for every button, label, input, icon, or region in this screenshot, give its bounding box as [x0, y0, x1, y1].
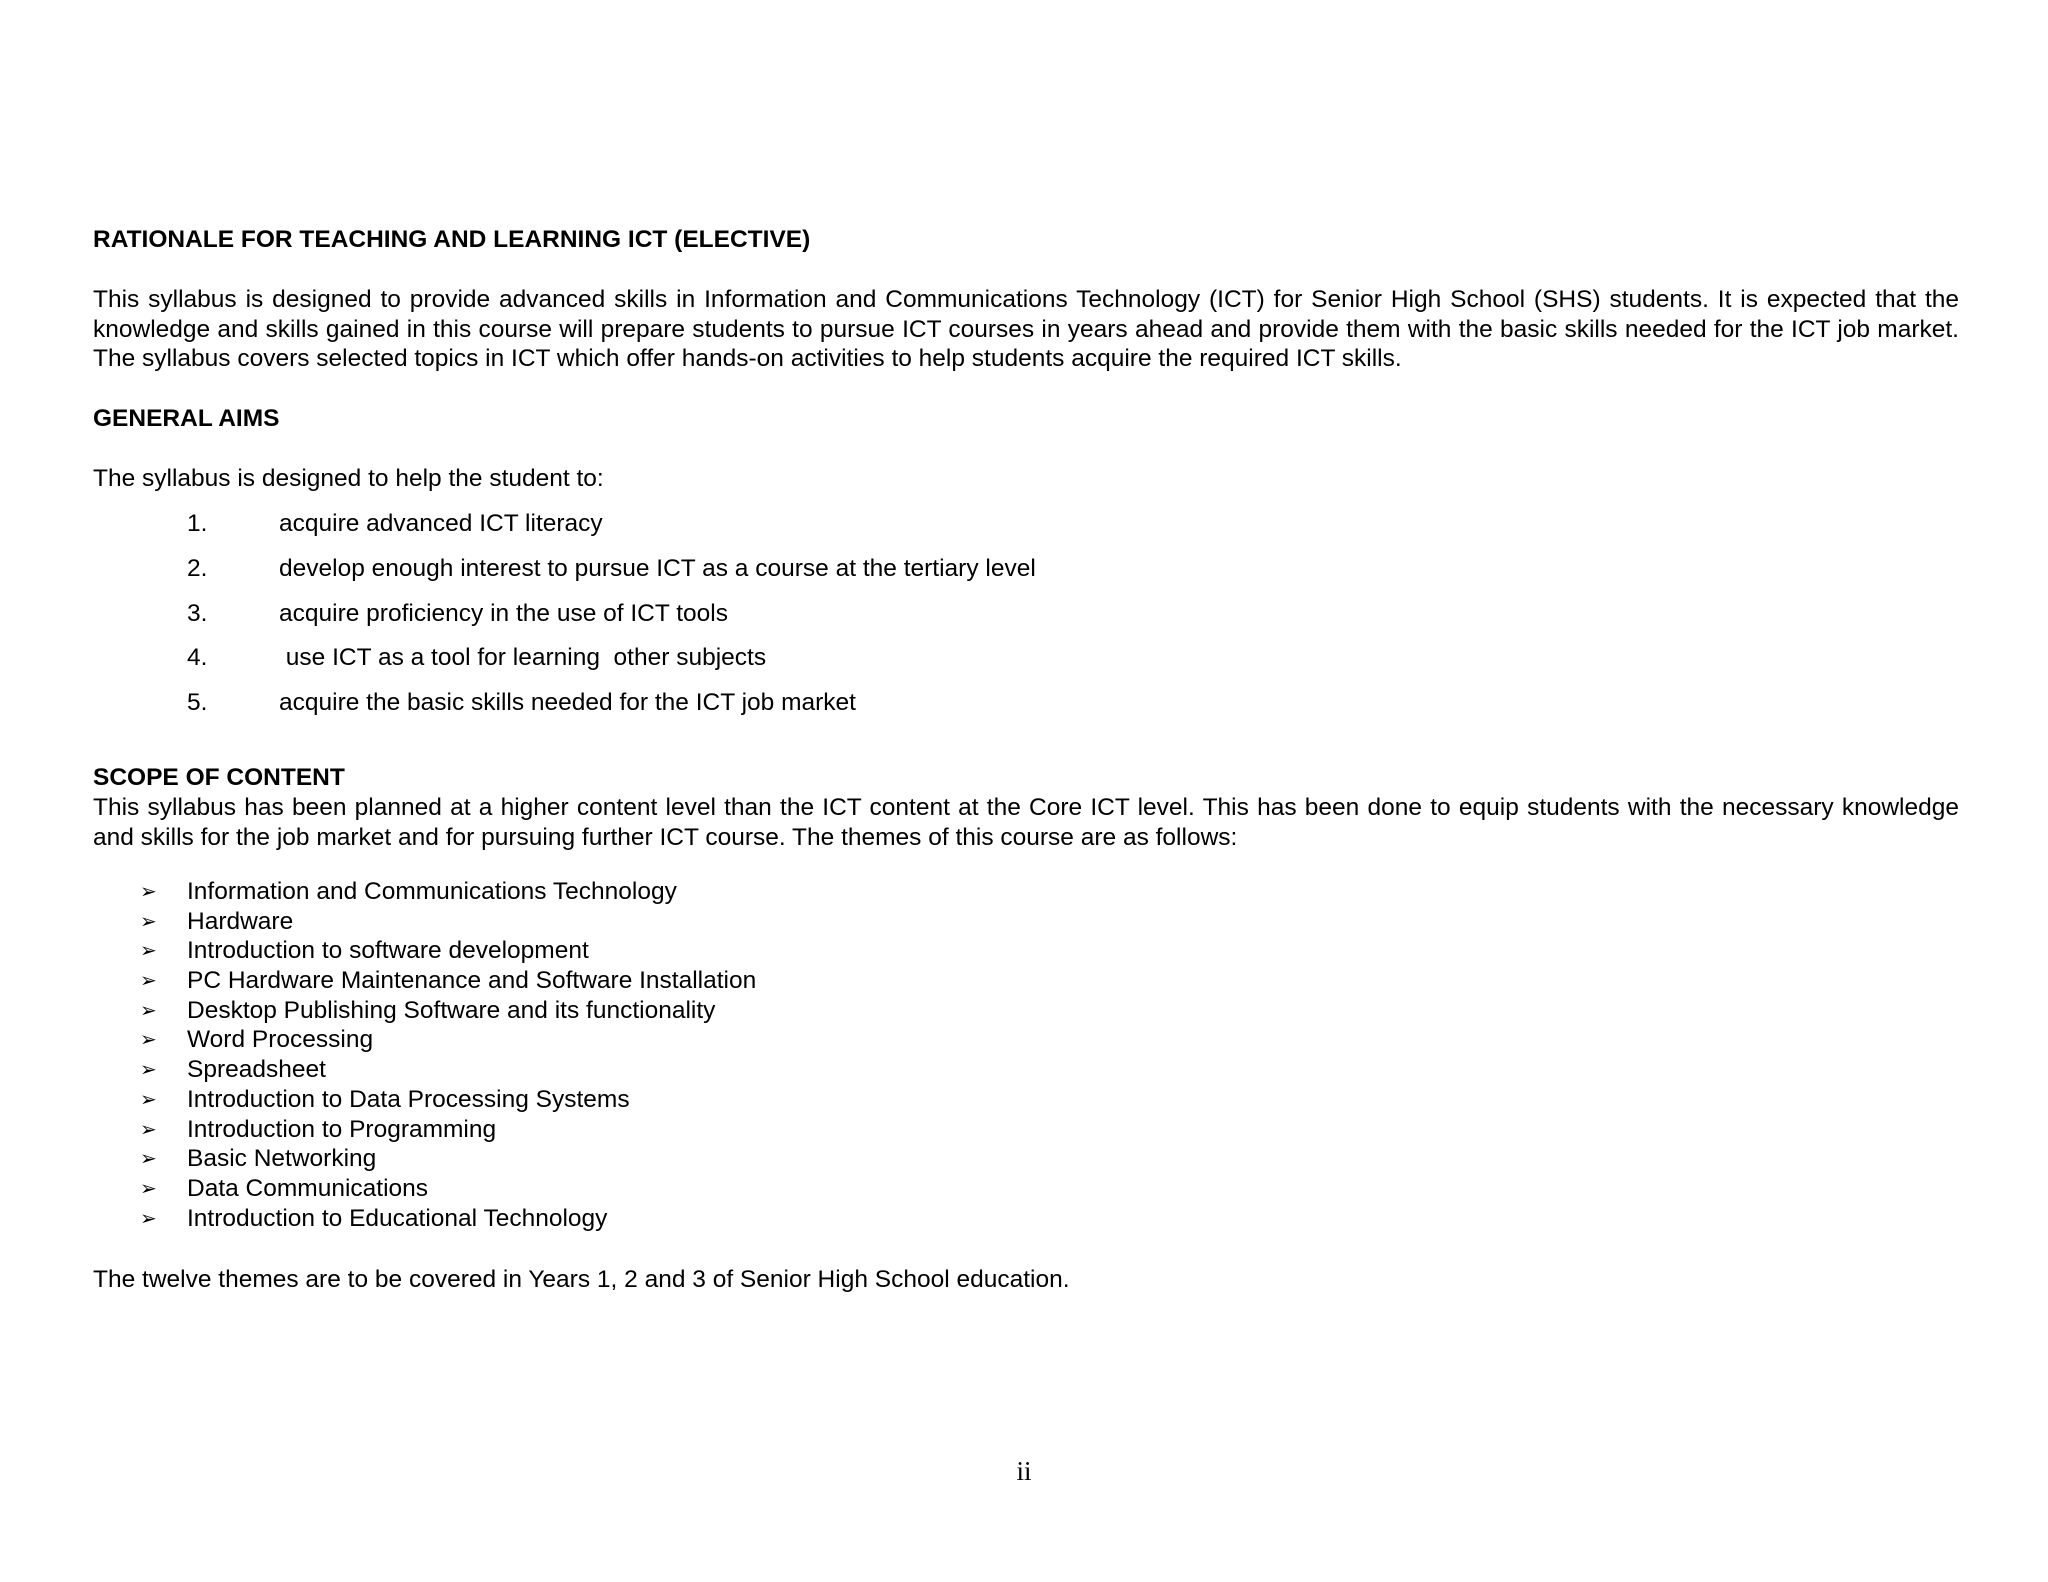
- aim-number: 3.: [187, 600, 208, 627]
- arrow-bullet-icon: ➢: [140, 908, 157, 933]
- theme-label: Introduction to Data Processing Systems: [187, 1085, 630, 1113]
- theme-label: Spreadsheet: [187, 1056, 326, 1084]
- arrow-bullet-icon: ➢: [140, 1146, 157, 1171]
- theme-label: Basic Networking: [187, 1145, 377, 1173]
- scope-paragraph: This syllabus has been planned at a higher content level than the ICT content at the Core ICT level. This has been done to equip students with the necessary knowledge and skills for the job market and for pursuing further ICT course. The themes of this course are as follows:: [93, 794, 1959, 851]
- rationale-paragraph: This syllabus is designed to provide advanced skills in Information and Communications Technology (ICT) for Senior High School (SHS) students. It is expected that the knowledge and skills gained in this course will prepare students to pursue ICT courses in years ahead and provide them with the basic skills needed for the ICT job market. The syllabus covers selected topics in ICT which offer hands-on activities to help students acquire the required ICT skills.: [93, 286, 1959, 373]
- arrow-bullet-icon: ➢: [140, 997, 157, 1022]
- arrow-bullet-icon: ➢: [140, 1116, 157, 1141]
- arrow-bullet-icon: ➢: [140, 1057, 157, 1082]
- theme-label: Information and Communications Technology: [187, 878, 677, 905]
- aim-text: acquire the basic skills needed for the ICT job market: [279, 689, 856, 716]
- arrow-bullet-icon: ➢: [140, 1027, 157, 1052]
- theme-label: Hardware: [187, 907, 294, 935]
- theme-label: PC Hardware Maintenance and Software Installation: [187, 967, 757, 995]
- theme-label: Introduction to Educational Technology: [187, 1204, 608, 1232]
- aim-number: 4.: [187, 644, 208, 671]
- aim-text: use ICT as a tool for learning other subjects: [279, 644, 767, 671]
- arrow-bullet-icon: ➢: [140, 1086, 157, 1111]
- aim-text: develop enough interest to pursue ICT as a course at the tertiary level: [279, 555, 1036, 582]
- aim-number: 2.: [187, 555, 208, 582]
- arrow-bullet-icon: ➢: [140, 1205, 157, 1230]
- scope-closing-text: The twelve themes are to be covered in Years 1, 2 and 3 of Senior High School education.: [93, 1266, 1070, 1293]
- arrow-bullet-icon: ➢: [140, 968, 157, 993]
- aim-text: acquire proficiency in the use of ICT tools: [279, 600, 728, 627]
- theme-label: Desktop Publishing Software and its functionality: [187, 996, 716, 1024]
- aim-number: 1.: [187, 510, 208, 537]
- theme-label: Word Processing: [187, 1026, 374, 1054]
- scope-heading: SCOPE OF CONTENT: [93, 764, 345, 791]
- general-aims-intro: The syllabus is designed to help the student to:: [93, 465, 604, 492]
- arrow-bullet-icon: ➢: [140, 938, 157, 963]
- arrow-bullet-icon: ➢: [140, 879, 157, 903]
- theme-label: Introduction to Programming: [187, 1115, 497, 1143]
- general-aims-heading: GENERAL AIMS: [93, 405, 280, 432]
- page-number: ii: [1016, 1456, 1032, 1486]
- aim-number: 5.: [187, 689, 208, 716]
- arrow-bullet-icon: ➢: [140, 1175, 157, 1200]
- rationale-heading: RATIONALE FOR TEACHING AND LEARNING ICT (ELECTIVE): [93, 226, 811, 253]
- theme-label: Data Communications: [187, 1174, 429, 1202]
- aim-text: acquire advanced ICT literacy: [279, 510, 603, 537]
- theme-label: Introduction to software development: [187, 937, 589, 965]
